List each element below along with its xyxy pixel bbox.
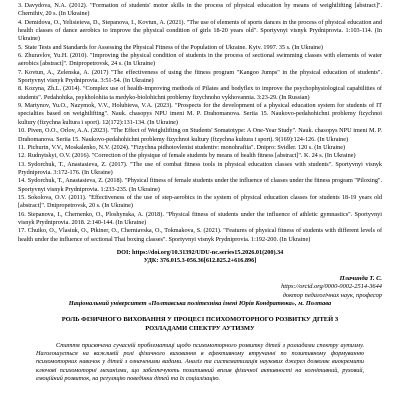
reference-item: [18, 2, 382, 19]
reference-item: [18, 177, 382, 194]
reference-number: 7.: [18, 68, 23, 76]
author-block: [18, 275, 382, 300]
reference-item: [18, 69, 382, 86]
author-orcid: https://orcid.org/0000-0002-2514-3644: [281, 283, 382, 291]
reference-item: [18, 127, 382, 144]
article-abstract: Стаття присвячена сучасній проблематиці щодо психомоторного розвитку дітей з розладами спектру аутизму. Наголошується на важливій ролі фізичного виховання в ефективному втручанні по позитивному формуванню психомоторних навичок у дітей з означеними вадами. Аналіз та систематизація наукових джерел дозволяє виокремити ключові психомоторні механізми, що забезпечують позитивний вплив фізичної активності на когнітивний, руховий, емоційний розвиток, на регуляцію поведінки дітей та їх соціалізацію.: [36, 341, 364, 382]
reference-number: 5.: [18, 43, 23, 51]
reference-number: 11.: [18, 143, 26, 151]
reference-text: Stepanova, I., Chernenko, O., Ploshynska, A. (2018). "Physical fitness of students under the influence of athletic gymnastics". Sportyvnyi visnyk Prydniprovia. 2018. 2:140-144. (In Ukraine): [18, 210, 382, 226]
reference-text: Rudnytskyi, O.V. (2016). "Correction of the physique of female students by means of health fitness [abstract]". K. 24 s. (In Ukraine): [27, 152, 356, 160]
reference-number: 6.: [18, 52, 23, 60]
reference-number: 4.: [18, 18, 23, 26]
reference-text: Sydorchuk, T., Anastasieva, Z. (2018). "Physical fitness of female students under the influence of classes under the fitness program "Piloxing". Sportyvnyi visnyk Prydniprovia. 1:233-235. (In Ukraine): [18, 177, 382, 193]
reference-text: Sokolova, O.V. (2011). "Effectiveness of the use of step-aerobics in the system of physical education classes for students 18-19 years old [abstract]". Dnipropetrovsk, 20 s. (In Ukraine): [18, 193, 382, 210]
reference-text: Chuiko, O., Vlasiuk, O., Pikiner, O., Cherniavska, O., Tokmakova, S. (2021). "Features of physical fitness of students with different levels of health under the influence of sectional Thai boxing classes". Sportyvnyi visnyk Prydniprovia. 1:192-200. (In Ukraine): [18, 227, 382, 243]
reference-text: Piven, O.O., Orlov, A.A. (2023). "The Effect of Weightlifting on Students' Somatotype: A One-Year Study". Nauk. chasopys NPU imeni M. P. Drahomanova. Seriia 15. Naukovo-pedahohichni problemy fizychnoi kultury (fizychna kultura i sport). 9(169):124-126. (In Ukraine): [18, 127, 382, 143]
reference-number: 8.: [18, 85, 23, 93]
reference-text: Pichurin, V.V., Moskalenko, N.V. (2024). "Fizychna pidhotovlenist studentiv: monohrafiia". Dnipro: Svidler. 120 s. (In Ukraine): [27, 143, 346, 151]
reference-item: [18, 227, 382, 244]
article-title: РОЛЬ ФІЗИЧНОГО ВИХОВАННЯ У ПРОЦЕСІ ПСИХОМОТОРНОГО РОЗВИТКУ ДІТЕЙ З РОЗЛАДАМИ СПЕКТРУ АУТИЗМУ: [61, 316, 339, 332]
reference-number: 10.: [18, 127, 26, 135]
reference-number: 17.: [18, 227, 26, 235]
doi-block: [18, 249, 382, 266]
reference-number: 15.: [18, 193, 26, 201]
reference-text: State Tests and Standards for Assessing the Physical Fitness of the Population of Ukraine. Kyiv. 1997. 35 s. (In Ukraine): [24, 43, 323, 51]
reference-item: [18, 19, 382, 44]
reference-number: 14.: [18, 177, 26, 185]
reference-number: 3.: [18, 2, 23, 9]
reference-text: Martynov, Yu.O., Nazymok, V.V., Holubieva, V.A. (2023). "Prospects for the development of a physical education system for students of IT specialties based on weightlifting". Nauk. chasopys NPU imeni M. P. Drahomanova. Seriia 15. Naukovo-pedahohichni problemy fizychnoi kultury (fizychna kultura i sport). 12(172):131-134. (In Ukraine): [18, 102, 382, 126]
reference-number: 13.: [18, 160, 26, 168]
reference-text: Demidova, O., Yelisieieva, D., Stepanova, I., Kovtun, A. (2021). "The use of elements of sports dances in the process of physical education and health classes of dance aerobics to improve the physical condition of girls 18-20 years old". Sportyvnyi visnyk Prydniprovia. 1:103-114. (In Ukraine): [18, 18, 382, 43]
reference-text: Kozyna, Zh.L. (2014). "Complex use of health-improving methods of Pilates and bodyflex to improve the psychophysiological capabilities of students". Pedahohika, psykholohiia ta medyko-biolohichni problemy fizychnoho vykhovannia. 3:23-29. (In Russian): [18, 85, 382, 101]
reference-text: Davydova, N.A. (2012). "Formation of students' motor skills in the process of physical education by means of weightlifting [abstract]". Chernihiv, 20 s. (In Ukraine): [18, 2, 382, 18]
author-affiliation: Національний університет «Полтавська політехніка імені Юрія Кондратюка», м. Полтава: [68, 300, 332, 307]
reference-number: 16.: [18, 210, 26, 218]
reference-text: Zhuravlov, Yu.H. (2010). "Improving the physical condition of students in the process of sectional swimming classes with elements of water aerobics [abstract]". Dnipropetrovsk, 24 s. (In Ukraine): [18, 52, 382, 68]
reference-item: [18, 102, 382, 127]
reference-item: [18, 52, 382, 69]
reference-item: [18, 161, 382, 178]
reference-item: [18, 144, 382, 152]
reference-item: [18, 85, 382, 102]
reference-item: [18, 152, 382, 160]
reference-item: [18, 194, 382, 211]
reference-item: [18, 211, 382, 228]
author-degree: доктор педагогічних наук, професор: [282, 291, 382, 299]
reference-number: 12.: [18, 152, 26, 160]
doi-line: DOI: https://doi.org/10.31392/UDU-nc.series15.2026.01(200).34: [116, 248, 284, 256]
author-name: Плачинда Т. С.: [339, 274, 382, 282]
reference-text: Kovtun, A., Zelenska, A. (2017) "The effectiveness of using the fitness program "Kangoo Jumps" in the physical education of students". Sportyvnyi visnyk Prydniprovia. 3:51-54. (In Ukraine): [18, 68, 382, 85]
reference-item: [18, 44, 382, 52]
reference-list: [18, 2, 382, 244]
udc-line: УДК: 376.015.3-056.36[612.825.2+616.896]: [143, 257, 257, 265]
reference-text: Sydorchuk, T., Anastasieva, Z. (2017). "The use of combat fitness tools in physical education classes with students". Sportyvnyi visnyk Prydniprovia. 3:172-176. (In Ukraine): [18, 160, 382, 176]
reference-number: 9.: [18, 102, 23, 110]
